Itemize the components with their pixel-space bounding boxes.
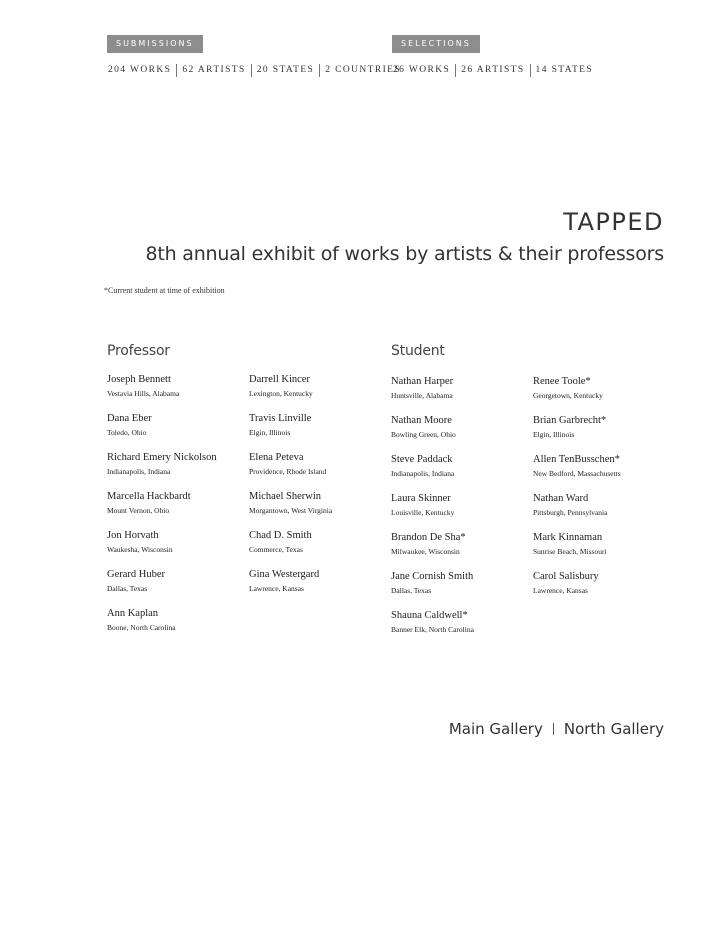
list-item: [107, 530, 247, 569]
artist-location: Pittsburgh, Pennsylvania: [533, 508, 608, 517]
artist-location: Georgetown, Kentucky: [533, 391, 603, 400]
artist-location: Dallas, Texas: [107, 584, 148, 593]
list-item: [107, 569, 247, 608]
artist-location: Bowling Green, Ohio: [391, 430, 456, 439]
list-item: [533, 571, 673, 610]
list-item: [391, 532, 531, 571]
stat-item: 204 WORKS: [108, 65, 172, 75]
artist-location: Indianapolis, Indiana: [391, 469, 455, 478]
artist-name: Brandon De Sha*: [391, 532, 466, 543]
artist-location: Dallas, Texas: [391, 586, 432, 595]
list-item: [249, 491, 389, 530]
artist-name: Brian Garbrecht*: [533, 415, 607, 426]
artist-location: Vestavia Hills, Alabama: [107, 389, 180, 398]
list-item: [107, 452, 247, 491]
artist-location: Louisville, Kentucky: [391, 508, 455, 517]
list-item: [533, 454, 673, 493]
list-item: [107, 491, 247, 530]
list-item: [249, 569, 389, 608]
footnote: *Current student at time of exhibition: [104, 286, 225, 295]
professor-heading: Professor: [107, 343, 170, 359]
artist-name: Gina Westergard: [249, 569, 320, 580]
exhibit-title: TAPPED: [563, 208, 664, 236]
artist-name: Dana Eber: [107, 413, 152, 424]
stat-item: 26 WORKS: [393, 65, 451, 75]
artist-name: Shauna Caldwell*: [391, 610, 468, 621]
artist-location: Waukesha, Wisconsin: [107, 545, 173, 554]
artist-location: Milwaukee, Wisconsin: [391, 547, 460, 556]
artist-location: Sunrise Beach, Missouri: [533, 547, 607, 556]
list-item: [391, 376, 531, 415]
stat-item: 20 STATES: [251, 64, 320, 77]
professor-list-2: [249, 374, 389, 608]
stat-item: 2 COUNTRIES: [319, 64, 406, 77]
artist-name: Carol Salisbury: [533, 571, 599, 582]
list-item: [391, 571, 531, 610]
gallery-locations: [449, 720, 664, 738]
exhibit-subtitle: 8th annual exhibit of works by artists & their professors: [145, 243, 664, 265]
artist-name: Mark Kinnaman: [533, 532, 603, 543]
artist-name: Steve Paddack: [391, 454, 453, 465]
artist-name: Jane Cornish Smith: [391, 571, 474, 582]
list-item: [391, 454, 531, 493]
artist-location: Providence, Rhode Island: [249, 467, 327, 476]
submissions-label: SUBMISSIONS: [107, 35, 203, 53]
list-item: [533, 493, 673, 532]
artist-name: Michael Sherwin: [249, 491, 322, 502]
artist-name: Jon Horvath: [107, 530, 159, 541]
list-item: [107, 413, 247, 452]
gallery-main: Main Gallery: [448, 720, 543, 738]
professor-list-1: [107, 374, 247, 647]
artist-name: Joseph Bennett: [107, 374, 171, 385]
artist-location: Commerce, Texas: [249, 545, 303, 554]
list-item: [533, 532, 673, 571]
list-item: [391, 610, 531, 649]
list-item: [249, 452, 389, 491]
list-item: [249, 530, 389, 569]
artist-location: Elgin, Illinois: [533, 430, 575, 439]
artist-location: Lexington, Kentucky: [249, 389, 313, 398]
artist-location: Boone, North Carolina: [107, 623, 176, 632]
submissions-stats: [108, 64, 406, 77]
list-item: [249, 413, 389, 452]
list-item: [107, 608, 247, 647]
stat-item: 26 ARTISTS: [455, 64, 529, 77]
artist-location: Indianapolis, Indiana: [107, 467, 171, 476]
selections-label: SELECTIONS: [392, 35, 480, 53]
stat-item: 14 STATES: [530, 64, 599, 77]
artist-name: Nathan Harper: [391, 376, 454, 387]
artist-location: Banner Elk, North Carolina: [391, 625, 474, 634]
artist-name: Chad D. Smith: [249, 530, 312, 541]
artist-location: Mount Vernon, Ohio: [107, 506, 170, 515]
list-item: [533, 376, 673, 415]
student-heading: Student: [391, 343, 445, 359]
list-item: [249, 374, 389, 413]
artist-location: Toledo, Ohio: [107, 428, 147, 437]
divider: [553, 723, 554, 735]
artist-name: Travis Linville: [249, 413, 312, 424]
list-item: [391, 493, 531, 532]
artist-name: Ann Kaplan: [107, 608, 159, 619]
gallery-north: North Gallery: [563, 720, 664, 738]
artist-name: Gerard Huber: [107, 569, 166, 580]
artist-name: Darrell Kincer: [249, 374, 310, 385]
artist-name: Nathan Moore: [391, 415, 452, 426]
stat-item: 62 ARTISTS: [176, 64, 250, 77]
list-item: [533, 415, 673, 454]
artist-name: Nathan Ward: [533, 493, 589, 504]
artist-location: Huntsville, Alabama: [391, 391, 453, 400]
artist-name: Laura Skinner: [391, 493, 451, 504]
artist-location: Elgin, Illinois: [249, 428, 291, 437]
student-list-1: [391, 376, 531, 649]
list-item: [391, 415, 531, 454]
artist-location: New Bedford, Massachusetts: [533, 469, 621, 478]
student-list-2: [533, 376, 673, 610]
artist-location: Lawrence, Kansas: [249, 584, 304, 593]
list-item: [107, 374, 247, 413]
selections-stats: [393, 64, 598, 77]
artist-name: Marcella Hackbardt: [107, 491, 191, 502]
artist-name: Allen TenBusschen*: [533, 454, 620, 465]
artist-location: Lawrence, Kansas: [533, 586, 588, 595]
artist-location: Morgantown, West Virginia: [249, 506, 333, 515]
artist-name: Elena Peteva: [249, 452, 304, 463]
artist-name: Renee Toole*: [533, 376, 591, 387]
artist-name: Richard Emery Nickolson: [107, 452, 217, 463]
